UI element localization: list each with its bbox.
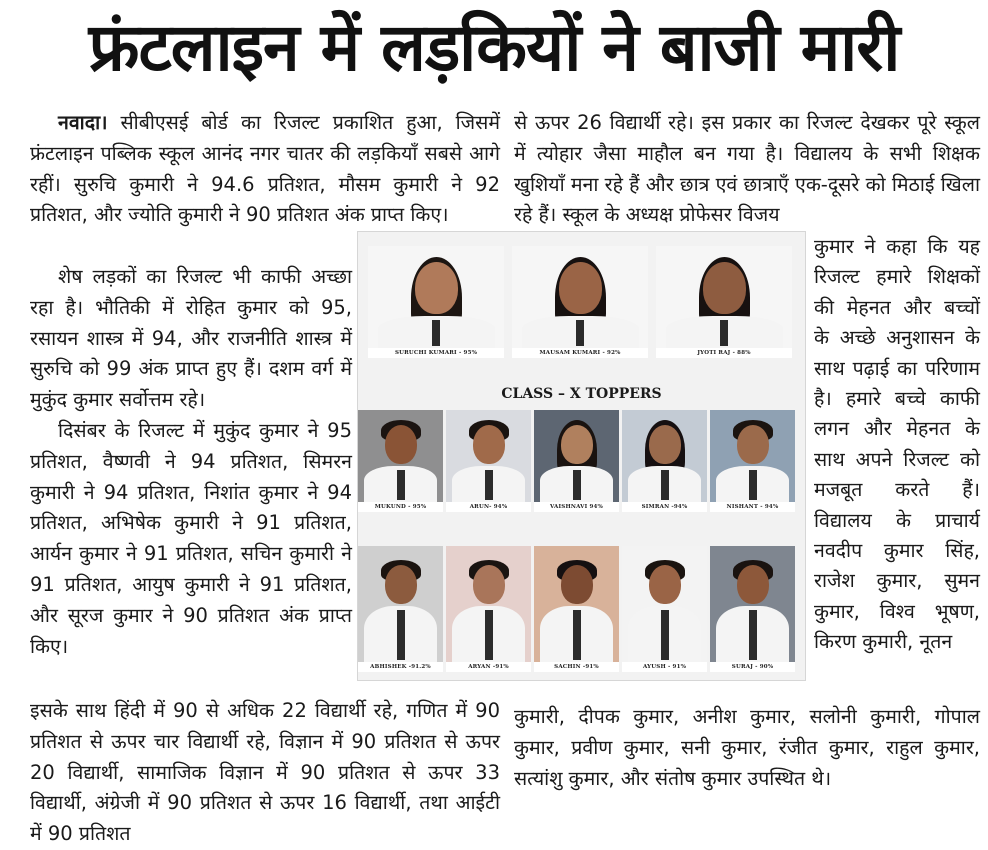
student-caption: SACHIN -91% bbox=[534, 662, 619, 672]
student-caption: VAISHNAVI 94% bbox=[534, 502, 619, 512]
student-caption: AYUSH - 91% bbox=[622, 662, 707, 672]
student-caption: SURAJ - 90% bbox=[710, 662, 795, 672]
student-photo bbox=[622, 546, 707, 672]
student-photo bbox=[368, 246, 504, 358]
student-caption: JYOTI RAJ - 88% bbox=[656, 348, 792, 358]
article-column-1-bottom bbox=[30, 696, 500, 850]
toppers-photo-collage bbox=[357, 231, 806, 681]
student-caption: ARYAN -91% bbox=[446, 662, 531, 672]
student-caption: NISHANT - 94% bbox=[710, 502, 795, 512]
student-caption: ABHISHEK -91.2% bbox=[358, 662, 443, 672]
student-photo bbox=[656, 246, 792, 358]
dateline: नवादा। bbox=[58, 111, 108, 134]
student-photo bbox=[710, 410, 795, 512]
student-caption: MUKUND - 95% bbox=[358, 502, 443, 512]
article-column-2-top bbox=[514, 108, 980, 231]
article-column-1-narrow bbox=[30, 262, 352, 662]
paragraph-remaining-results: शेष लड़कों का रिजल्ट भी काफी अच्छा रहा है। भौतिकी में रोहित कुमार को 95, रसायन शास्त्र में 94, और राजनीति शास्त्र में सुरुचि को 99 अंक प्राप्त हुए हैं। दशम वर्ग में मुकुंद कुमार सर्वोत्तम रहे। bbox=[30, 265, 352, 412]
student-caption: SURUCHI KUMARI - 95% bbox=[368, 348, 504, 358]
paragraph-december-results: दिसंबर के रिजल्ट में मुकुंद कुमार ने 95 प्रतिशत, वैष्णवी ने 94 प्रतिशत, सिमरन कुमारी ने 94 प्रतिशत, निशांत कुमार ने 94 प्रतिशत, अभिषेक कुमारी ने 91 प्रतिशत, आर्यन कुमार ने 91 प्रतिशत, सचिन कुमारी ने 91 प्रतिशत, आयुष कुमारी ने 91 प्रतिशत, और सूरज कुमार ने 90 प्रतिशत अंक प्राप्त किए। bbox=[30, 418, 352, 658]
paragraph-subject-results: इसके साथ हिंदी में 90 से अधिक 22 विद्यार्थी रहे, गणित में 90 प्रतिशत से ऊपर चार विद्यार्थी रहे, विज्ञान में 90 प्रतिशत से ऊपर 20 विद्यार्थी, सामाजिक विज्ञान में 90 प्रतिशत से ऊपर 33 विद्यार्थी, अंग्रेजी में 90 प्रतिशत से ऊपर 16 विद्यार्थी, तथा आईटी में 90 प्रतिशत bbox=[30, 699, 500, 846]
student-photo bbox=[446, 546, 531, 672]
student-photo bbox=[622, 410, 707, 512]
student-photo bbox=[710, 546, 795, 672]
paragraph-attendees: कुमारी, दीपक कुमार, अनीश कुमार, सलोनी कुमारी, गोपाल कुमार, प्रवीण कुमार, सनी कुमार, रंजीत कुमार, राहुल कुमार, सत्यांशु कुमार, और संतोष कुमार उपस्थित थे। bbox=[514, 705, 980, 790]
student-photo bbox=[358, 546, 443, 672]
headline: फ्रंटलाइन में लड़कियों ने बाजी मारी bbox=[88, 9, 900, 86]
class-title: CLASS – X TOPPERS bbox=[501, 386, 662, 402]
student-caption: ARUN- 94% bbox=[446, 502, 531, 512]
student-photo bbox=[358, 410, 443, 512]
paragraph-chairman-quote: कुमार ने कहा कि यह रिजल्ट हमारे शिक्षकों की मेहनत और बच्चों के अच्छे अनुशासन के साथ पढ़ाई का परिणाम है। हमारे बच्चे काफी लगन और मेहनत के साथ अपने रिजल्ट को मजबूत करते हैं। विद्यालय के प्राचार्य नवदीप कुमार सिंह, राजेश कुमार, सुमन कुमार, विश्व भूषण, किरण कुमारी, नूतन bbox=[814, 235, 980, 654]
paragraph-intro: सीबीएसई बोर्ड का रिजल्ट प्रकाशित हुआ, जिसमें फ्रंटलाइन पब्लिक स्कूल आनंद नगर चातर की लड़कियाँ सबसे आगे रहीं। सुरुचि कुमारी ने 94.6 प्रतिशत, मौसम कुमारी ने 92 प्रतिशत, और ज्योति कुमारी ने 90 प्रतिशत अंक प्राप्त किए। bbox=[30, 111, 500, 227]
article-column-2-narrow bbox=[814, 232, 980, 658]
student-photo bbox=[534, 546, 619, 672]
student-photo bbox=[446, 410, 531, 512]
article-column-1-top bbox=[30, 108, 500, 231]
student-caption: MAUSAM KUMARI - 92% bbox=[512, 348, 648, 358]
student-photo bbox=[534, 410, 619, 512]
paragraph-celebration: से ऊपर 26 विद्यार्थी रहे। इस प्रकार का रिजल्ट देखकर पूरे स्कूल में त्योहार जैसा माहौल बन गया है। विद्यालय के सभी शिक्षक खुशियाँ मना रहे हैं और छात्र एवं छात्राएँ एक-दूसरे को मिठाई खिला रहे हैं। स्कूल के अध्यक्ष प्रोफेसर विजय bbox=[514, 111, 980, 227]
article-column-2-bottom bbox=[514, 702, 980, 794]
student-caption: SIMRAN -94% bbox=[622, 502, 707, 512]
student-photo bbox=[512, 246, 648, 358]
